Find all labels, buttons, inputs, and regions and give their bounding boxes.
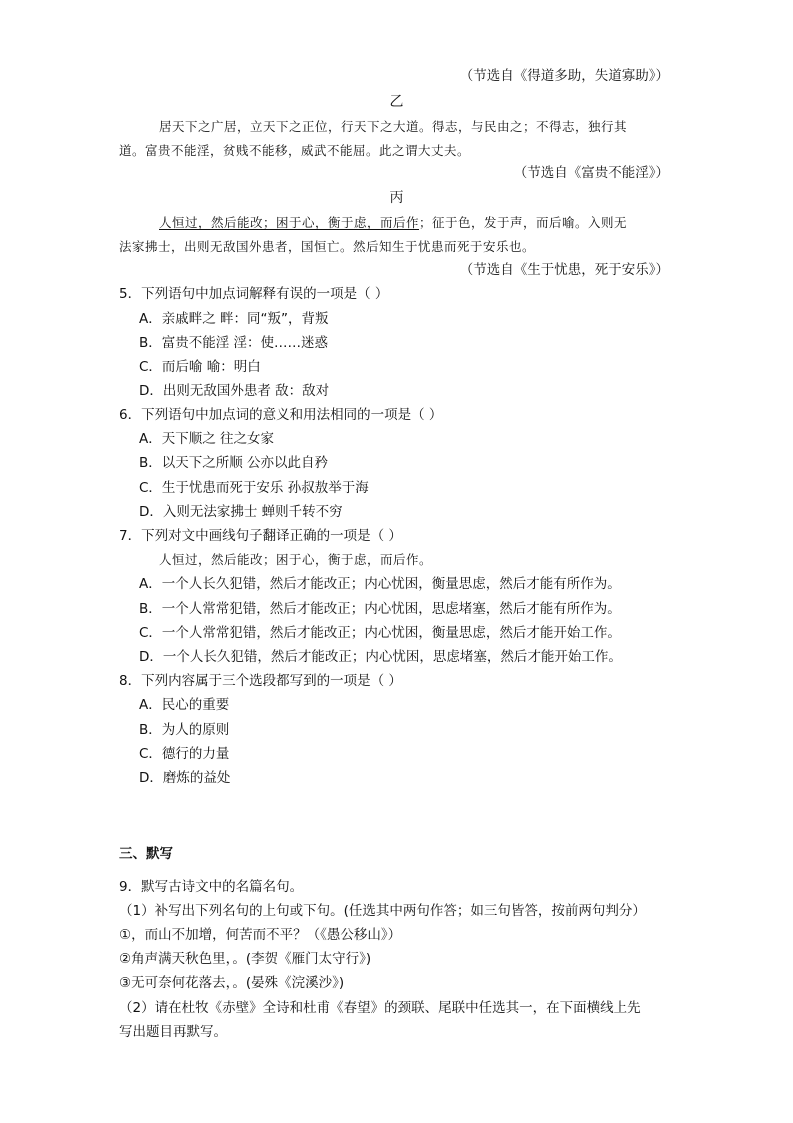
q5-option-a: A．亲戚畔之 畔：同“叛”，背叛 <box>139 311 329 327</box>
q6-stem: 6．下列语句中加点词的意义和用法相同的一项是（ ） <box>119 407 443 423</box>
underlined-sentence: 人恒过，然后能改；困于心，衡于虑，而后作 <box>159 215 420 230</box>
q7-quote: 人恒过，然后能改；困于心，衡于虑，而后作。 <box>159 552 433 567</box>
passage-yi-source: （节选自《富贵不能淫》） <box>513 165 669 181</box>
q5-option-d: D．出则无敌国外患者 敌：敌对 <box>139 383 330 399</box>
q5-stem: 5．下列语句中加点词解释有误的一项是（ ） <box>119 286 389 302</box>
q8-stem: 8．下列内容属于三个选段都写到的一项是（ ） <box>119 673 402 689</box>
q9-item-3: ③无可奈何花落去，。(晏殊《浣溪沙》) <box>119 975 345 991</box>
q6-option-a: A．天下顺之 往之女家 <box>139 431 275 447</box>
q6-option-d: D．入则无法家拂士 蝉则千转不穷 <box>139 504 343 520</box>
q8-option-b: B．为人的原则 <box>139 722 230 738</box>
q7-option-c: C．一个人常常犯错，然后才能改正；内心忧困，衡量思虑，然后才能开始工作。 <box>139 625 621 641</box>
q8-option-d: D．磨炼的益处 <box>139 770 231 786</box>
q7-option-d: D．一个人长久犯错，然后才能改正；内心忧困，思虑堵塞，然后才能开始工作。 <box>139 649 622 665</box>
q9-sub2-line-2: 写出题目再默写。 <box>119 1024 227 1040</box>
passage-bing-line-1-rest: ；征于色，发于声，而后喻。入则无 <box>419 215 628 230</box>
section-3-title: 三、默写 <box>119 846 173 862</box>
passage-bing-line-2: 法家拂士，出则无敌国外患者，国恒亡。然后知生于忧患而死于安乐也。 <box>119 239 536 254</box>
passage-yi-heading: 乙 <box>389 94 404 110</box>
passage-bing-line-1 <box>159 214 627 232</box>
q7-option-a: A．一个人长久犯错，然后才能改正；内心忧困，衡量思虑，然后才能有所作为。 <box>139 576 621 592</box>
q9-sub1: （1）补写出下列名句的上句或下句。(任选其中两句作答；如三句皆答，按前两句判分） <box>119 903 646 919</box>
passage-bing-heading: 丙 <box>389 190 404 206</box>
q5-option-c: C．而后喻 喻：明白 <box>139 359 261 375</box>
passage-bing-source: （节选自《生于忧患，死于安乐》） <box>459 262 669 278</box>
q8-option-a: A．民心的重要 <box>139 697 230 713</box>
passage-yi-line-2: 道。富贵不能淫，贫贱不能移，威武不能屈。此之谓大丈夫。 <box>119 143 471 158</box>
q7-stem: 7．下列对文中画线句子翻译正确的一项是（ ） <box>119 528 402 544</box>
q6-option-b: B．以天下之所顺 公亦以此自矜 <box>139 455 329 471</box>
q8-option-c: C．德行的力量 <box>139 746 230 762</box>
q9-item-2: ②角声满天秋色里，。(李贺《雁门太守行》) <box>119 951 372 967</box>
passage-yi-line-1: 居天下之广居，立天下之正位，行天下之大道。得志，与民由之；不得志，独行其 <box>159 119 628 134</box>
passage-jia-source: （节选自《得道多助，失道寡助》） <box>459 68 669 84</box>
q5-option-b: B．富贵不能淫 淫：使……迷惑 <box>139 335 329 351</box>
q9-item-1: ①，而山不加增，何苦而不平？（《愚公移山》） <box>119 927 402 943</box>
q9-stem: 9．默写古诗文中的名篇名句。 <box>119 879 304 895</box>
q9-sub2-line-1: （2）请在杜牧《赤壁》全诗和杜甫《春望》的颈联、尾联中任选其一，在下面横线上先 <box>119 1000 641 1016</box>
q6-option-c: C．生于忧患而死于安乐 孙叔敖举于海 <box>139 480 369 496</box>
q7-option-b: B．一个人常常犯错，然后才能改正；内心忧困，思虑堵塞，然后才能有所作为。 <box>139 601 621 617</box>
